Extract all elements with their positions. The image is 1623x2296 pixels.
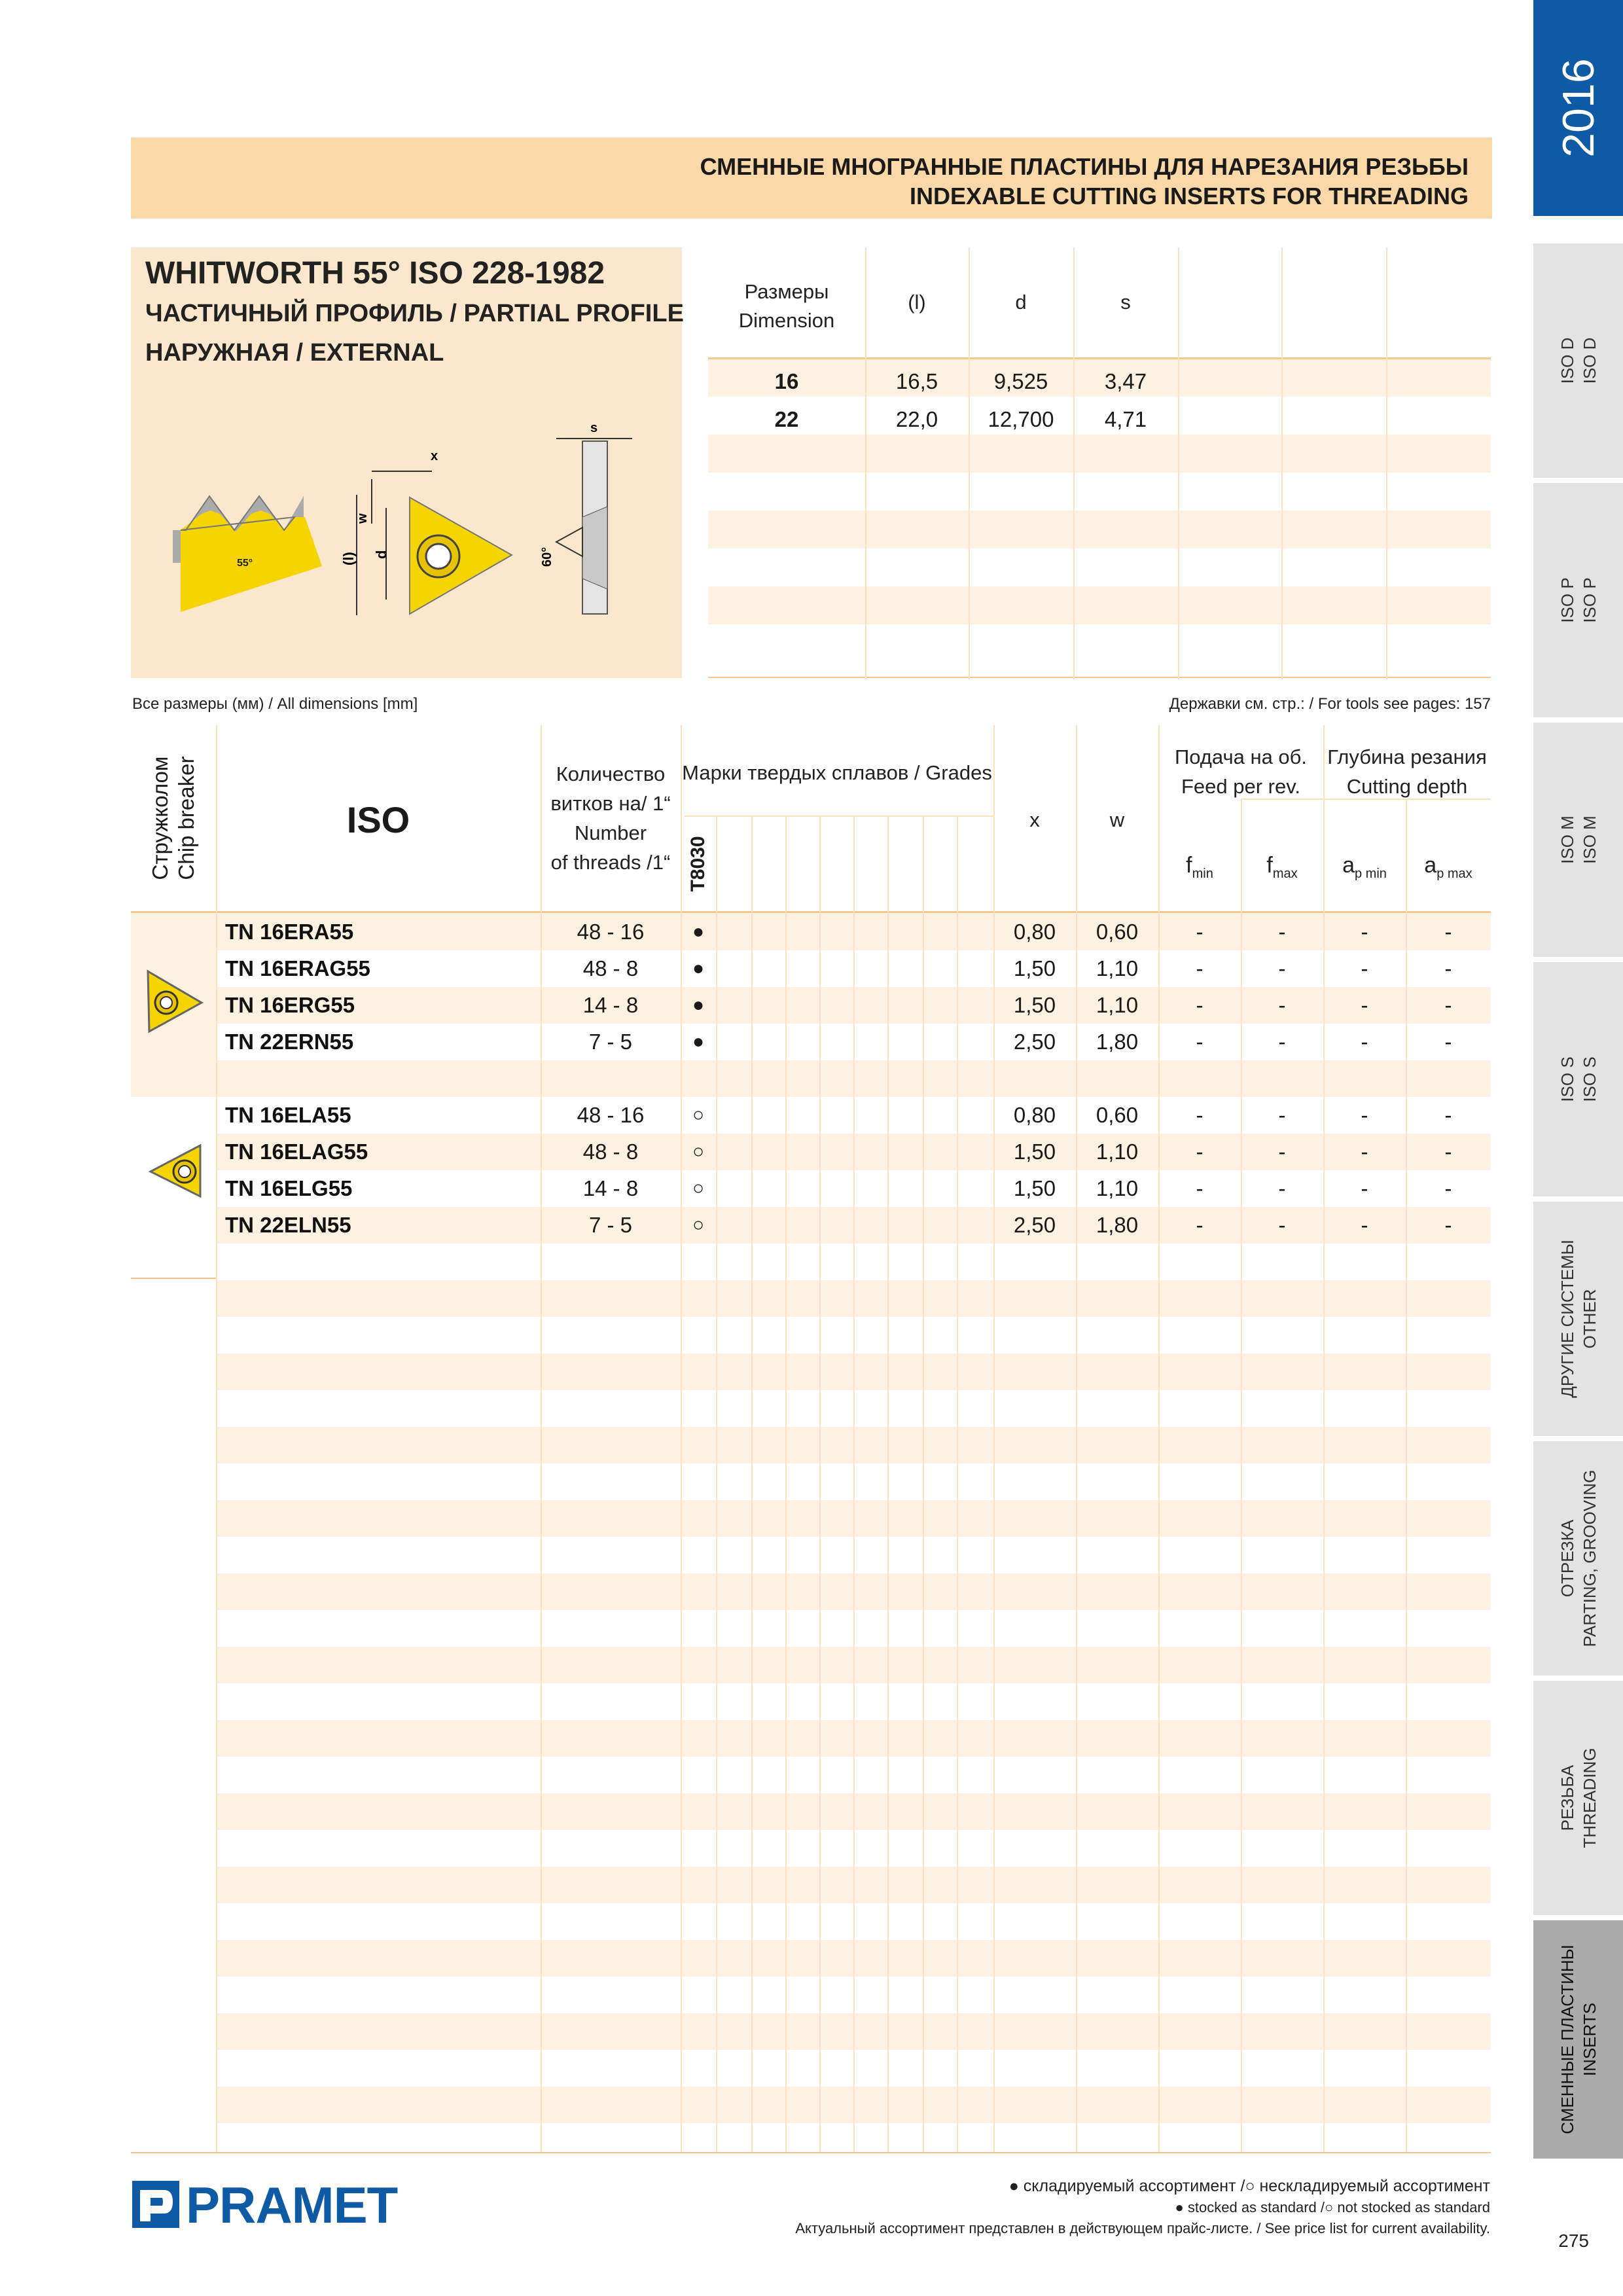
stock-legend-ru: ● складируемый ассортимент /○ нескладируемый ассортимент (1008, 2177, 1490, 2195)
cell-threads: 48 - 8 (582, 1139, 639, 1164)
chip-breaker-en: Chip breaker (174, 756, 198, 880)
dim-s: 4,71 (1104, 407, 1147, 431)
cell-amax: - (1444, 993, 1452, 1017)
cell-fmax: - (1278, 1030, 1286, 1054)
stock-legend-en: ● stocked as standard /○ not stocked as standard (1175, 2199, 1490, 2215)
cell-amin: - (1361, 920, 1368, 944)
table-row (131, 1024, 1491, 1060)
side-tab-parting[interactable] (1533, 1441, 1623, 1676)
side-tab-label: THREADING (1579, 1748, 1599, 1848)
table-row (131, 1097, 1491, 1134)
cell-x: 2,50 (1013, 1213, 1056, 1237)
dim-header-rule (708, 357, 1491, 359)
side-tab-inserts[interactable] (1533, 1920, 1623, 2159)
grades-header: Марки твердых сплавов / Grades (682, 761, 992, 784)
dim-size: 16 (774, 369, 799, 393)
cell-amax: - (1444, 1176, 1452, 1200)
grade-t8030-header (681, 817, 716, 911)
cell-amin: - (1361, 956, 1368, 980)
tools-page-link[interactable]: 157 (1464, 695, 1491, 713)
cell-stock: ○ (692, 1141, 705, 1162)
dim-header-size (708, 278, 865, 335)
dim-row (708, 401, 1491, 439)
cell-threads: 48 - 16 (577, 1103, 645, 1127)
chip-breaker-header (131, 725, 216, 911)
table-row (131, 950, 1491, 987)
profile-type: НАРУЖНАЯ / EXTERNAL (145, 339, 444, 367)
logo-text: PRAMET (186, 2176, 398, 2234)
depth-header-en: Cutting depth (1346, 775, 1468, 798)
cell-amin: - (1361, 1139, 1368, 1164)
dim-l: 22,0 (895, 407, 938, 431)
cell-x: 0,80 (1013, 1103, 1056, 1127)
feed-header-ru: Подача на об. (1174, 745, 1308, 768)
cell-name[interactable]: TN 16ERA55 (225, 920, 354, 944)
side-tab-iso-p[interactable] (1533, 483, 1623, 717)
chip-breaker-ru: Стружколом (148, 756, 172, 880)
cell-fmax: - (1278, 956, 1286, 980)
profile-subtitle: ЧАСТИЧНЫЙ ПРОФИЛЬ / PARTIAL PROFILE (145, 300, 684, 327)
header-banner (131, 137, 1492, 219)
cell-fmax: - (1278, 1176, 1286, 1200)
table-row (131, 1134, 1491, 1170)
insert-drawing (164, 419, 648, 628)
cell-stock: ○ (692, 1214, 705, 1236)
cell-fmax: - (1278, 1139, 1286, 1164)
side-tab-label: INSERTS (1579, 2002, 1599, 2077)
side-tab-label: ISO S (1557, 1056, 1577, 1102)
cell-threads: 14 - 8 (582, 1176, 639, 1200)
threads-header-line: Number (574, 821, 647, 844)
angle-55-label: 55° (237, 558, 253, 569)
cell-name[interactable]: TN 16ELAG55 (225, 1139, 368, 1164)
cell-amin: - (1361, 1176, 1368, 1200)
side-tab-threading[interactable] (1533, 1681, 1623, 1915)
feed-header-en: Feed per rev. (1181, 775, 1301, 798)
cell-fmin: - (1196, 956, 1204, 980)
cell-amax: - (1444, 1213, 1452, 1237)
grades-sub-rule (685, 816, 993, 817)
cell-name[interactable]: TN 16ELG55 (225, 1176, 353, 1200)
fmax-header: $f_{max}$ (1266, 853, 1298, 881)
dim-d: 12,700 (988, 407, 1054, 431)
dim-header-en: Dimension (738, 309, 835, 332)
threads-header-line: Количество (556, 762, 666, 785)
main-header-rule (131, 911, 1491, 913)
side-tab-label: СМЕННЫЕ ПЛАСТИНЫ (1557, 1945, 1577, 2134)
dim-header-d: d (1015, 291, 1027, 314)
side-tab-iso-s[interactable] (1533, 962, 1623, 1196)
all-dimensions-note: Все размеры (мм) / All dimensions [mm] (132, 695, 418, 713)
cell-x: 1,50 (1013, 1139, 1056, 1164)
side-tab-label: ISO M (1579, 816, 1599, 864)
cell-name[interactable]: TN 16ELA55 (225, 1103, 351, 1127)
apmax-header: $a_{p max}$ (1424, 853, 1472, 881)
side-tab-label: PARTING, GROOVING (1579, 1469, 1599, 1647)
cell-stock: ● (692, 958, 705, 979)
side-tab-iso-d[interactable] (1533, 243, 1623, 478)
cell-name[interactable]: TN 22ELN55 (225, 1213, 351, 1237)
side-tab-label: ISO D (1557, 337, 1577, 384)
w-header: w (1109, 808, 1125, 831)
side-tab-label: ISO P (1579, 577, 1599, 623)
dim-l: 16,5 (895, 369, 938, 393)
cell-amax: - (1444, 920, 1452, 944)
cell-amin: - (1361, 1213, 1368, 1237)
cell-fmax: - (1278, 1103, 1286, 1127)
cell-stock: ● (692, 921, 705, 942)
x-header: x (1029, 808, 1040, 831)
dim-header-l: (l) (908, 291, 926, 314)
price-note: Актуальный ассортимент представлен в действующем прайс-листе. / See price list for current availability. (795, 2220, 1490, 2236)
dim-header-ru: Размеры (744, 280, 829, 303)
side-tab-label: ДРУГИЕ СИСТЕМЫ (1557, 1240, 1577, 1398)
dim-row-stripe (708, 435, 1491, 473)
cell-threads: 7 - 5 (588, 1030, 633, 1054)
x-label: x (431, 449, 438, 463)
cell-name[interactable]: TN 16ERAG55 (225, 956, 370, 980)
fmin-header: $f_{min}$ (1186, 853, 1213, 881)
threads-header (541, 759, 681, 877)
cell-fmax: - (1278, 920, 1286, 944)
depth-header-ru: Глубина резания (1327, 745, 1487, 768)
iso-header: ISO (346, 799, 410, 840)
cell-amax: - (1444, 1103, 1452, 1127)
cell-w: 1,80 (1096, 1030, 1139, 1054)
table-row (131, 914, 1491, 950)
year-tab[interactable] (1533, 0, 1623, 216)
side-tab-label: OTHER (1579, 1289, 1599, 1349)
side-tab-label: ISO P (1557, 577, 1577, 623)
cell-threads: 48 - 8 (582, 956, 639, 980)
year-label: 2016 (1553, 58, 1603, 158)
cell-amin: - (1361, 993, 1368, 1017)
cell-threads: 7 - 5 (588, 1213, 633, 1237)
cell-amin: - (1361, 1030, 1368, 1054)
cell-w: 1,10 (1096, 1176, 1139, 1200)
cell-amax: - (1444, 1030, 1452, 1054)
cell-fmin: - (1196, 920, 1204, 944)
s-label: s (590, 421, 598, 435)
cell-x: 1,50 (1013, 1176, 1056, 1200)
side-tab-other[interactable] (1533, 1202, 1623, 1436)
depth-header (1323, 742, 1491, 801)
cell-stock: ○ (692, 1104, 705, 1126)
cell-amin: - (1361, 1103, 1368, 1127)
dim-row-stripe (708, 586, 1491, 624)
dim-size: 22 (774, 407, 799, 431)
grade-label: T8030 (687, 836, 709, 892)
table-row (131, 1207, 1491, 1244)
l-label: (l) (340, 552, 357, 565)
cell-fmax: - (1278, 1213, 1286, 1237)
group-divider (131, 1278, 216, 1279)
cell-threads: 14 - 8 (582, 993, 639, 1017)
side-tab-label: ISO D (1579, 337, 1599, 384)
cell-w: 0,60 (1096, 1103, 1139, 1127)
w-label: w (355, 513, 370, 524)
cell-name[interactable]: TN 22ERN55 (225, 1030, 354, 1054)
logo-mark-icon (131, 2179, 181, 2229)
side-tab-iso-m[interactable] (1533, 723, 1623, 957)
dim-bottom-rule (708, 677, 1491, 678)
cell-fmin: - (1196, 993, 1204, 1017)
d-label: d (373, 550, 389, 559)
cell-stock: ● (692, 994, 705, 1016)
cell-fmax: - (1278, 993, 1286, 1017)
cell-fmin: - (1196, 1213, 1204, 1237)
cell-stock: ● (692, 1031, 705, 1052)
dim-d: 9,525 (993, 369, 1048, 393)
cell-x: 0,80 (1013, 920, 1056, 944)
cell-x: 1,50 (1013, 956, 1056, 980)
cell-w: 1,10 (1096, 1139, 1139, 1164)
cell-w: 1,10 (1096, 993, 1139, 1017)
table-row (131, 1170, 1491, 1207)
cell-w: 1,80 (1096, 1213, 1139, 1237)
side-tab-label: ISO S (1579, 1056, 1599, 1102)
cell-amax: - (1444, 956, 1452, 980)
page-number: 275 (1558, 2231, 1589, 2251)
profile-title: WHITWORTH 55° ISO 228-1982 (145, 256, 605, 291)
cell-threads: 48 - 16 (577, 920, 645, 944)
cell-fmin: - (1196, 1176, 1204, 1200)
dim-row (708, 363, 1491, 401)
apmin-header: $a_{p min}$ (1342, 853, 1387, 881)
cell-x: 2,50 (1013, 1030, 1056, 1054)
table-row (131, 987, 1491, 1024)
cell-x: 1,50 (1013, 993, 1056, 1017)
cell-fmin: - (1196, 1139, 1204, 1164)
tools-note (1169, 695, 1491, 713)
dim-row-stripe (708, 511, 1491, 548)
side-tab-label: РЕЗЬБА (1557, 1765, 1577, 1831)
angle-60-label: 60° (540, 547, 554, 567)
cell-name[interactable]: TN 16ERG55 (225, 993, 355, 1017)
threads-header-line: of threads /1“ (550, 851, 671, 874)
dim-header-s: s (1120, 291, 1131, 314)
threads-header-line: витков на/ 1“ (550, 792, 671, 815)
cell-amax: - (1444, 1139, 1452, 1164)
dim-s: 3,47 (1104, 369, 1147, 393)
cell-fmin: - (1196, 1030, 1204, 1054)
tools-note-text: Державки см. стр.: / For tools see pages: (1169, 695, 1461, 713)
cell-w: 0,60 (1096, 920, 1139, 944)
header-title-en: INDEXABLE CUTTING INSERTS FOR THREADING (909, 183, 1469, 209)
cell-stock: ○ (692, 1177, 705, 1199)
side-tab-label: ISO M (1557, 816, 1577, 864)
main-bottom-rule (131, 2152, 1491, 2153)
cell-w: 1,10 (1096, 956, 1139, 980)
feed-header (1158, 742, 1323, 801)
side-tab-label: ОТРЕЗКА (1557, 1519, 1577, 1598)
cell-fmin: - (1196, 1103, 1204, 1127)
header-title-ru: СМЕННЫЕ МНОГРАННЫЕ ПЛАСТИНЫ ДЛЯ НАРЕЗАНИЯ РЕЗЬБЫ (700, 153, 1469, 180)
